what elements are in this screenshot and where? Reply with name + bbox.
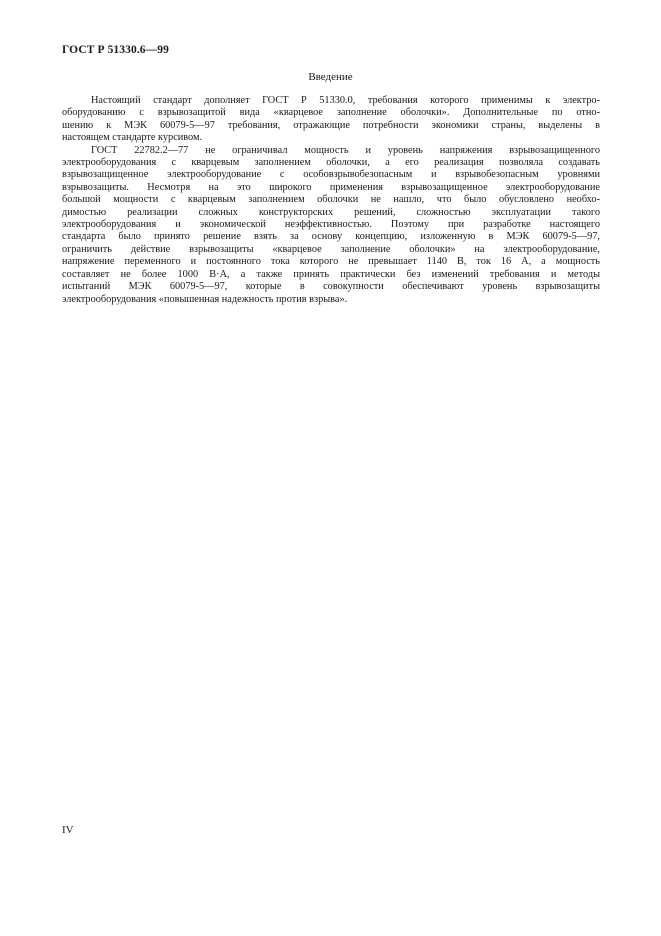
text-line: димостью реализации сложных конструкторских решений, сложностью эксплуатации такого xyxy=(62,206,600,218)
text-line: оборудованию с взрывозащитой вида «кварцевое заполнение оболочки». Дополнительные по отно- xyxy=(62,107,600,119)
text-line: взрывозащищенное электрооборудование с особовзрывобезопасным и взрывобезопасным уровнями xyxy=(62,169,600,181)
text-line: взрывозащиты. Несмотря на это широкого применения взрывозащищенное электрооборудование xyxy=(62,181,600,193)
text-line: испытаний МЭК 60079-5—97, которые в совокупности обеспечивают уровень взрывозащиты xyxy=(62,281,600,293)
body-text xyxy=(62,95,600,306)
text-line: большой мощности с кварцевым заполнением оболочки не нашло, что было обусловлено необхо- xyxy=(62,194,600,206)
text-line: электрооборудования с кварцевым заполнением оболочки, а его реализация позволяла создавать xyxy=(62,157,600,169)
text-line: электрооборудования «повышенная надежность против взрыва». xyxy=(62,293,348,305)
paragraph xyxy=(62,95,600,145)
text-line: Настоящий стандарт дополняет ГОСТ Р 51330.0, требования которого применимы к электро- xyxy=(91,95,600,106)
paragraph xyxy=(62,145,600,306)
text-line: настоящем стандарте курсивом. xyxy=(62,132,203,144)
text-line: ограничить действие взрывозащиты «кварцевое заполнение оболочки» на электрооборудование, xyxy=(62,243,600,255)
page-number: IV xyxy=(62,824,74,836)
section-title: Введение xyxy=(308,71,353,83)
text-line: стандарта было принято решение взять за основу концепцию, изложенную в МЭК 60079-5—97, xyxy=(62,231,600,243)
text-line: шению к МЭК 60079-5—97 требования, отражающие потребности экономики страны, выделены в xyxy=(62,119,600,131)
standard-code-header: ГОСТ Р 51330.6—99 xyxy=(62,44,169,56)
text-line: напряжение переменного и постоянного тока которого не превышает 1140 В, ток 16 А, а мощность xyxy=(62,256,600,268)
text-line: составляет не более 1000 В·А, а также принять практически без изменений требования и методы xyxy=(62,268,600,280)
text-line: ГОСТ 22782.2—77 не ограничивал мощность и уровень напряжения взрывозащищенного xyxy=(91,144,600,156)
text-line: электрооборудования и экономической неэффективностью. Поэтому при разработке настоящего xyxy=(62,219,600,231)
